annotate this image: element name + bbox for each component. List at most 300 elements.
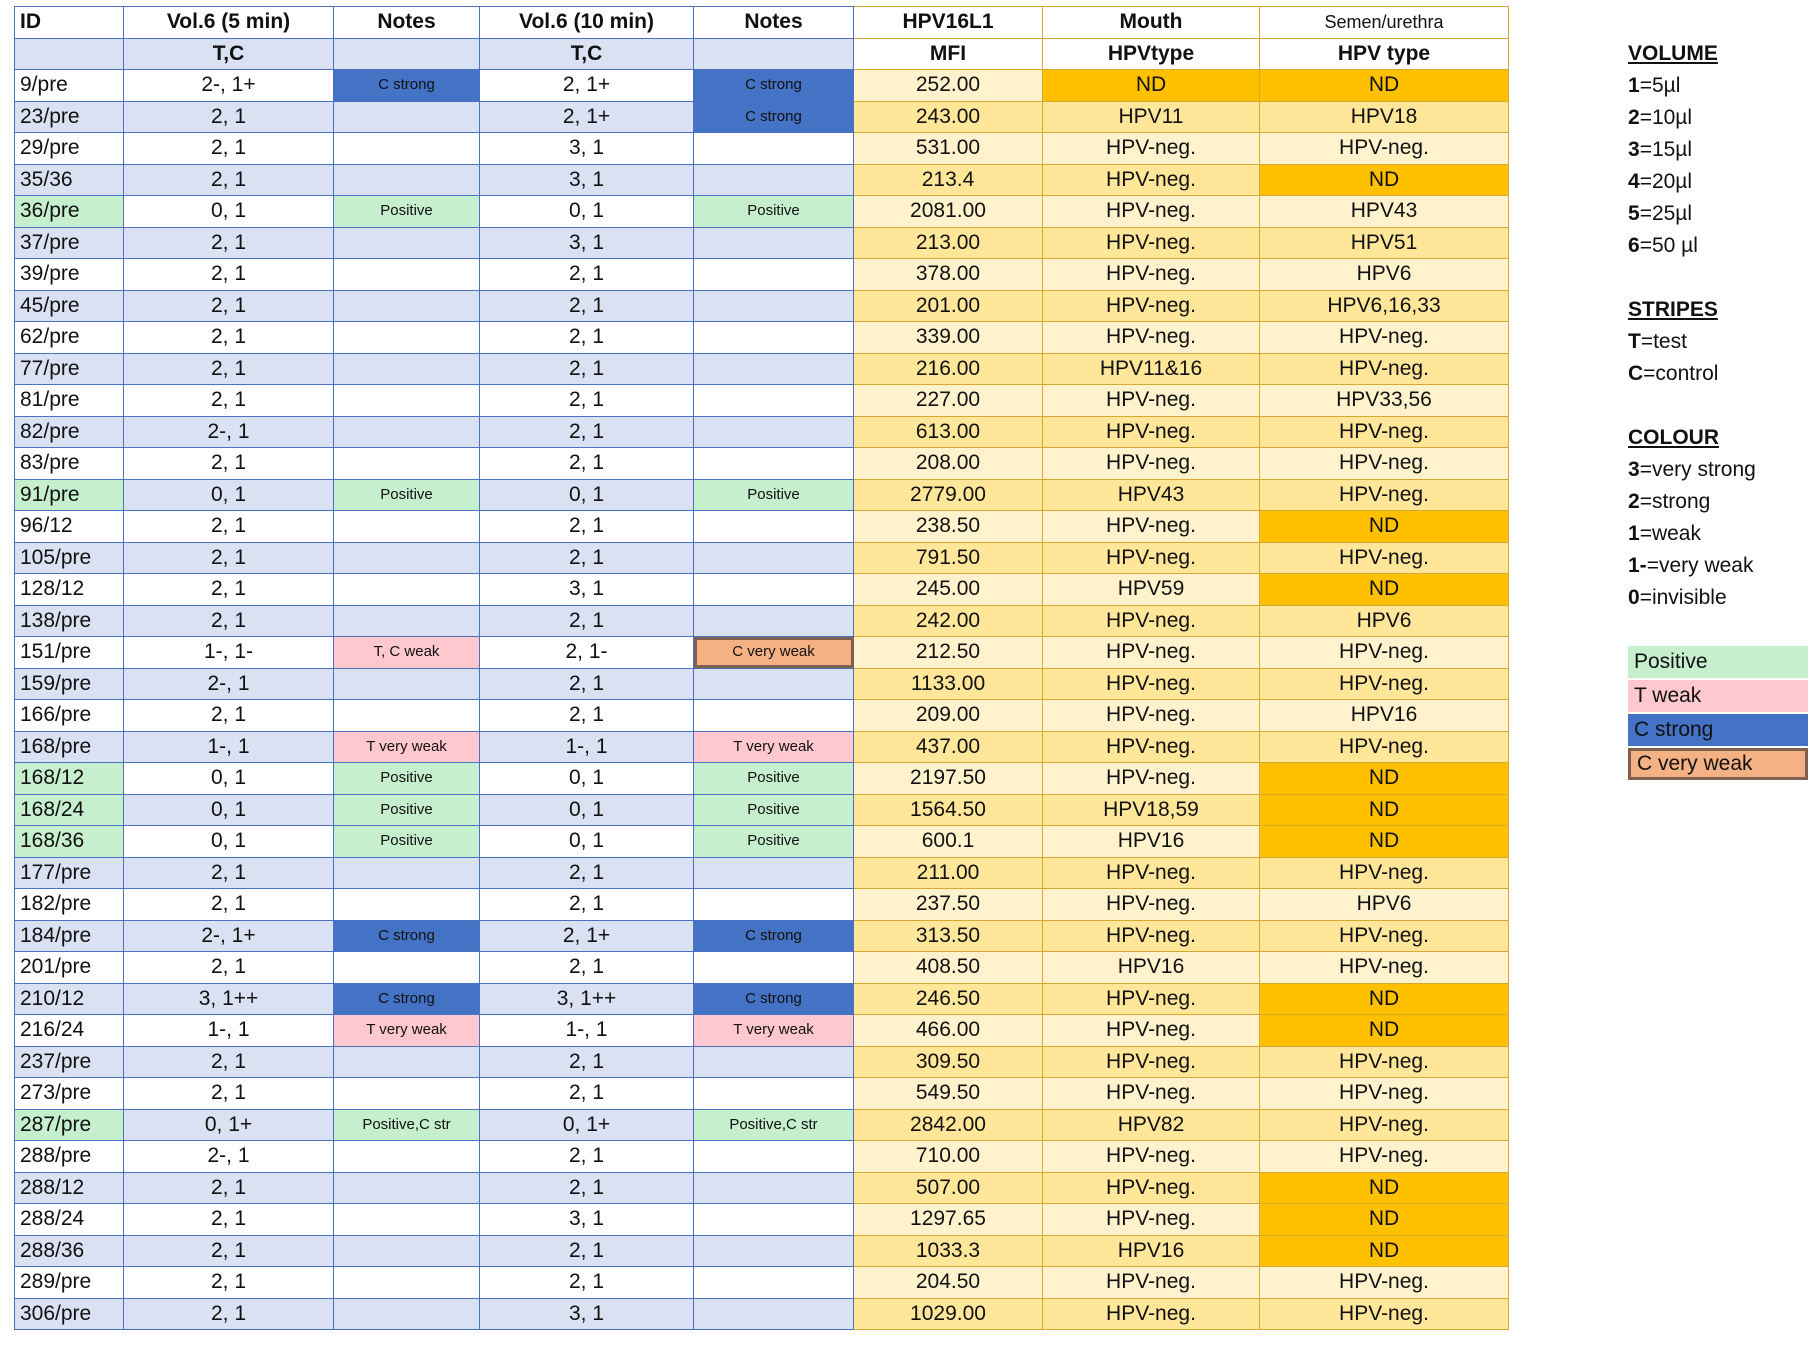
mouth-cell: HPV18,59 [1043,794,1260,826]
vol10-cell: 2, 1 [480,511,694,543]
mfi-cell: 2842.00 [854,1109,1043,1141]
mfi-cell: 201.00 [854,290,1043,322]
mfi-cell: 237.50 [854,889,1043,921]
swatch-positive: Positive [1628,646,1808,678]
vol10-cell: 2, 1 [480,605,694,637]
vol10-cell: 2, 1 [480,1172,694,1204]
table-row [15,952,1509,984]
mouth-cell: HPV16 [1043,1235,1260,1267]
vol5-cell: 2, 1 [124,164,334,196]
legend-volume-item [1628,102,1808,134]
header-notes-5: Notes [334,7,480,39]
table-row [15,983,1509,1015]
mfi-cell: 1133.00 [854,668,1043,700]
mouth-cell: HPV-neg. [1043,416,1260,448]
table-row [15,668,1509,700]
notes10-cell: Positive [694,763,854,795]
id-cell: 96/12 [15,511,124,543]
legend-stripes-title: STRIPES [1628,298,1718,321]
mouth-cell: HPV-neg. [1043,605,1260,637]
legend-volume-list [1628,70,1808,262]
semen-cell: HPV6 [1260,889,1509,921]
legend-colour-key: 0 [1628,586,1640,609]
vol10-cell: 2, 1 [480,542,694,574]
id-cell: 62/pre [15,322,124,354]
vol5-cell: 2, 1 [124,1298,334,1330]
vol10-cell: 2, 1+ [480,920,694,952]
notes5-cell [334,259,480,291]
notes10-cell [694,448,854,480]
notes5-cell [334,385,480,417]
legend-swatches [1628,646,1808,780]
vol10-cell: 2, 1 [480,889,694,921]
notes10-cell: T very weak [694,1015,854,1047]
vol5-cell: 1-, 1 [124,731,334,763]
table-row [15,1046,1509,1078]
vol10-cell: 2, 1 [480,1141,694,1173]
id-cell: 306/pre [15,1298,124,1330]
notes5-cell: T, C weak [334,637,480,669]
notes5-cell [334,1046,480,1078]
header-row-1 [15,7,1509,39]
legend-volume-key: 4 [1628,170,1640,193]
mfi-cell: 216.00 [854,353,1043,385]
semen-cell: HPV-neg. [1260,1109,1509,1141]
legend-colour-key: 1- [1628,554,1647,577]
semen-cell: HPV6,16,33 [1260,290,1509,322]
table-row [15,322,1509,354]
id-cell: 23/pre [15,101,124,133]
legend-colour-item [1628,518,1808,550]
table-row [15,794,1509,826]
semen-cell: ND [1260,164,1509,196]
mfi-cell: 246.50 [854,983,1043,1015]
table-row [15,542,1509,574]
mfi-cell: 549.50 [854,1078,1043,1110]
mfi-cell: 208.00 [854,448,1043,480]
table-body [15,70,1509,1330]
vol5-cell: 2, 1 [124,1235,334,1267]
table-row [15,479,1509,511]
table-row [15,101,1509,133]
legend-volume-text: =10µl [1639,106,1693,129]
semen-cell: HPV51 [1260,227,1509,259]
vol5-cell: 0, 1 [124,794,334,826]
notes10-cell: Positive [694,479,854,511]
notes5-cell: C strong [334,983,480,1015]
legend-stripes-key: C [1628,362,1644,385]
legend-volume-key: 2 [1628,106,1640,129]
vol10-cell: 3, 1++ [480,983,694,1015]
vol5-cell: 2-, 1 [124,668,334,700]
mfi-cell: 1029.00 [854,1298,1043,1330]
notes5-cell [334,227,480,259]
legend-stripes-item [1628,358,1808,390]
vol5-cell: 2, 1 [124,1267,334,1299]
mfi-cell: 710.00 [854,1141,1043,1173]
id-cell: 168/12 [15,763,124,795]
vol5-cell: 1-, 1 [124,1015,334,1047]
mfi-cell: 2779.00 [854,479,1043,511]
vol10-cell: 0, 1 [480,794,694,826]
vol5-cell: 2, 1 [124,227,334,259]
notes10-cell [694,700,854,732]
notes5-cell [334,605,480,637]
legend-volume-key: 6 [1628,234,1640,257]
id-cell: 9/pre [15,70,124,102]
table-row [15,889,1509,921]
vol10-cell: 3, 1 [480,1204,694,1236]
vol10-cell: 2, 1 [480,700,694,732]
semen-cell: HPV18 [1260,101,1509,133]
semen-cell: HPV-neg. [1260,542,1509,574]
table-row [15,574,1509,606]
id-cell: 210/12 [15,983,124,1015]
legend-stripes-key: T [1628,330,1641,353]
mfi-cell: 408.50 [854,952,1043,984]
vol5-cell: 2-, 1+ [124,920,334,952]
mfi-cell: 1297.65 [854,1204,1043,1236]
legend-volume-item [1628,198,1808,230]
semen-cell: ND [1260,763,1509,795]
mfi-cell: 1564.50 [854,794,1043,826]
id-cell: 184/pre [15,920,124,952]
id-cell: 81/pre [15,385,124,417]
subheader-id [15,38,124,70]
mouth-cell: HPV-neg. [1043,1078,1260,1110]
vol5-cell: 2, 1 [124,952,334,984]
legend-panel [1628,38,1808,782]
id-cell: 168/24 [15,794,124,826]
notes5-cell [334,700,480,732]
semen-cell: HPV-neg. [1260,731,1509,763]
vol10-cell: 2, 1 [480,259,694,291]
legend-colour-text: =very strong [1639,458,1756,481]
notes10-cell: Positive [694,794,854,826]
vol5-cell: 0, 1 [124,196,334,228]
id-cell: 166/pre [15,700,124,732]
mfi-cell: 238.50 [854,511,1043,543]
vol10-cell: 2, 1+ [480,70,694,102]
id-cell: 45/pre [15,290,124,322]
mouth-cell: HPV-neg. [1043,700,1260,732]
id-cell: 36/pre [15,196,124,228]
id-cell: 182/pre [15,889,124,921]
subheader-vol5: T,C [124,38,334,70]
semen-cell: ND [1260,826,1509,858]
notes10-cell [694,416,854,448]
mfi-cell: 313.50 [854,920,1043,952]
vol5-cell: 2, 1 [124,259,334,291]
mouth-cell: HPV-neg. [1043,259,1260,291]
mfi-cell: 466.00 [854,1015,1043,1047]
mfi-cell: 242.00 [854,605,1043,637]
table-row [15,164,1509,196]
id-cell: 237/pre [15,1046,124,1078]
notes5-cell [334,448,480,480]
legend-stripes-text: =test [1640,330,1687,353]
mfi-cell: 791.50 [854,542,1043,574]
mouth-cell: HPV43 [1043,479,1260,511]
mouth-cell: HPV-neg. [1043,1141,1260,1173]
vol10-cell: 2, 1 [480,416,694,448]
notes10-cell [694,1078,854,1110]
id-cell: 35/36 [15,164,124,196]
legend-volume-text: =5µl [1639,74,1681,97]
vol5-cell: 2, 1 [124,448,334,480]
semen-cell: HPV-neg. [1260,1046,1509,1078]
vol5-cell: 2, 1 [124,511,334,543]
notes10-cell: C strong [694,101,854,133]
legend-volume-key: 3 [1628,138,1640,161]
legend-colour-text: =very weak [1646,554,1754,577]
subheader-notes-5 [334,38,480,70]
mouth-cell: HPV-neg. [1043,1204,1260,1236]
notes10-cell [694,133,854,165]
vol5-cell: 1-, 1- [124,637,334,669]
notes10-cell [694,259,854,291]
notes5-cell: C strong [334,920,480,952]
notes5-cell: C strong [334,70,480,102]
vol10-cell: 2, 1- [480,637,694,669]
notes10-cell: C strong [694,70,854,102]
legend-volume-title: VOLUME [1628,42,1718,65]
mouth-cell: HPV-neg. [1043,920,1260,952]
notes5-cell [334,353,480,385]
vol5-cell: 2, 1 [124,322,334,354]
mouth-cell: HPV-neg. [1043,731,1260,763]
table-row [15,227,1509,259]
mfi-cell: 252.00 [854,70,1043,102]
semen-cell: ND [1260,511,1509,543]
id-cell: 273/pre [15,1078,124,1110]
table-row [15,1172,1509,1204]
vol10-cell: 2, 1 [480,1235,694,1267]
notes5-cell: T very weak [334,1015,480,1047]
vol10-cell: 0, 1 [480,763,694,795]
vol10-cell: 1-, 1 [480,1015,694,1047]
subheader-mouth: HPVtype [1043,38,1260,70]
vol10-cell: 2, 1 [480,857,694,889]
vol10-cell: 0, 1+ [480,1109,694,1141]
semen-cell: HPV-neg. [1260,133,1509,165]
semen-cell: HPV-neg. [1260,322,1509,354]
notes5-cell [334,857,480,889]
notes10-cell [694,857,854,889]
mouth-cell: HPV16 [1043,952,1260,984]
vol10-cell: 2, 1 [480,353,694,385]
table-row [15,1015,1509,1047]
notes10-cell [694,574,854,606]
legend-stripes-item [1628,326,1808,358]
vol10-cell: 3, 1 [480,1298,694,1330]
notes5-cell: Positive,C str [334,1109,480,1141]
vol5-cell: 2, 1 [124,574,334,606]
mouth-cell: HPV16 [1043,826,1260,858]
mfi-cell: 211.00 [854,857,1043,889]
mfi-cell: 1033.3 [854,1235,1043,1267]
table-row [15,196,1509,228]
semen-cell: HPV-neg. [1260,448,1509,480]
id-cell: 77/pre [15,353,124,385]
vol10-cell: 2, 1 [480,1078,694,1110]
notes5-cell [334,1141,480,1173]
legend-volume-text: =20µl [1639,170,1693,193]
legend-volume-item [1628,70,1808,102]
table-row [15,1298,1509,1330]
vol5-cell: 2, 1 [124,1204,334,1236]
legend-stripes-text: =control [1643,362,1719,385]
notes5-cell [334,542,480,574]
mfi-cell: 600.1 [854,826,1043,858]
mouth-cell: HPV-neg. [1043,1015,1260,1047]
semen-cell: HPV-neg. [1260,920,1509,952]
notes5-cell [334,101,480,133]
mouth-cell: HPV59 [1043,574,1260,606]
mouth-cell: ND [1043,70,1260,102]
notes10-cell [694,1235,854,1267]
vol10-cell: 2, 1 [480,385,694,417]
header-vol10: Vol.6 (10 min) [480,7,694,39]
legend-colour-key: 1 [1628,522,1640,545]
subheader-semen: HPV type [1260,38,1509,70]
notes5-cell [334,574,480,606]
legend-stripes-list [1628,326,1808,390]
vol5-cell: 2, 1 [124,1078,334,1110]
vol10-cell: 2, 1 [480,952,694,984]
swatch-t-weak: T weak [1628,680,1808,712]
semen-cell: ND [1260,1015,1509,1047]
mfi-cell: 437.00 [854,731,1043,763]
id-cell: 168/pre [15,731,124,763]
subheader-vol10: T,C [480,38,694,70]
legend-colour-text: =invisible [1639,586,1727,609]
notes10-cell [694,290,854,322]
legend-volume-item [1628,134,1808,166]
notes5-cell [334,164,480,196]
id-cell: 159/pre [15,668,124,700]
notes5-cell: Positive [334,794,480,826]
semen-cell: ND [1260,1235,1509,1267]
notes5-cell [334,668,480,700]
vol5-cell: 2-, 1 [124,1141,334,1173]
semen-cell: HPV43 [1260,196,1509,228]
vol10-cell: 1-, 1 [480,731,694,763]
vol10-cell: 2, 1 [480,1267,694,1299]
semen-cell: ND [1260,1204,1509,1236]
legend-colour-item [1628,486,1808,518]
semen-cell: HPV-neg. [1260,1267,1509,1299]
notes5-cell [334,133,480,165]
mouth-cell: HPV-neg. [1043,637,1260,669]
header-semen: Semen/urethra [1260,7,1509,39]
header-hpv16l1: HPV16L1 [854,7,1043,39]
mouth-cell: HPV-neg. [1043,1267,1260,1299]
notes10-cell: Positive,C str [694,1109,854,1141]
swatch-c-strong: C strong [1628,714,1808,746]
vol5-cell: 0, 1 [124,826,334,858]
table-row [15,70,1509,102]
notes5-cell [334,889,480,921]
mouth-cell: HPV-neg. [1043,290,1260,322]
legend-volume-key: 5 [1628,202,1640,225]
id-cell: 82/pre [15,416,124,448]
table-row [15,637,1509,669]
mouth-cell: HPV-neg. [1043,385,1260,417]
header-notes-10: Notes [694,7,854,39]
table-row [15,1078,1509,1110]
semen-cell: HPV16 [1260,700,1509,732]
notes5-cell [334,952,480,984]
semen-cell: ND [1260,574,1509,606]
semen-cell: HPV6 [1260,605,1509,637]
notes5-cell [334,1235,480,1267]
id-cell: 83/pre [15,448,124,480]
table-row [15,731,1509,763]
vol5-cell: 2, 1 [124,605,334,637]
table-row [15,448,1509,480]
mouth-cell: HPV-neg. [1043,164,1260,196]
notes10-cell: Positive [694,826,854,858]
mouth-cell: HPV-neg. [1043,133,1260,165]
vol10-cell: 2, 1 [480,668,694,700]
notes10-cell: C very weak [694,637,854,669]
notes5-cell: Positive [334,479,480,511]
mouth-cell: HPV-neg. [1043,983,1260,1015]
mouth-cell: HPV-neg. [1043,322,1260,354]
mfi-cell: 507.00 [854,1172,1043,1204]
legend-colour-key: 2 [1628,490,1640,513]
vol10-cell: 0, 1 [480,479,694,511]
semen-cell: HPV-neg. [1260,952,1509,984]
vol10-cell: 2, 1 [480,290,694,322]
mouth-cell: HPV11&16 [1043,353,1260,385]
legend-volume-text: =25µl [1639,202,1693,225]
notes10-cell [694,542,854,574]
legend-volume-text: =15µl [1639,138,1693,161]
notes10-cell [694,227,854,259]
legend-colour-text: =strong [1639,490,1711,513]
table-row [15,857,1509,889]
id-cell: 39/pre [15,259,124,291]
vol10-cell: 2, 1 [480,448,694,480]
mfi-cell: 339.00 [854,322,1043,354]
subheader-notes-10 [694,38,854,70]
semen-cell: HPV-neg. [1260,857,1509,889]
notes10-cell: C strong [694,920,854,952]
notes5-cell [334,1078,480,1110]
semen-cell: HPV-neg. [1260,479,1509,511]
mouth-cell: HPV-neg. [1043,448,1260,480]
vol10-cell: 3, 1 [480,164,694,196]
notes5-cell [334,322,480,354]
id-cell: 288/12 [15,1172,124,1204]
vol5-cell: 2, 1 [124,1172,334,1204]
table-row [15,290,1509,322]
mouth-cell: HPV-neg. [1043,668,1260,700]
semen-cell: HPV-neg. [1260,416,1509,448]
table-row [15,511,1509,543]
notes5-cell [334,1298,480,1330]
notes5-cell: Positive [334,196,480,228]
vol5-cell: 2, 1 [124,889,334,921]
mouth-cell: HPV82 [1043,1109,1260,1141]
semen-cell: HPV-neg. [1260,668,1509,700]
notes5-cell [334,1267,480,1299]
notes10-cell [694,1204,854,1236]
vol5-cell: 2, 1 [124,857,334,889]
vol10-cell: 3, 1 [480,227,694,259]
